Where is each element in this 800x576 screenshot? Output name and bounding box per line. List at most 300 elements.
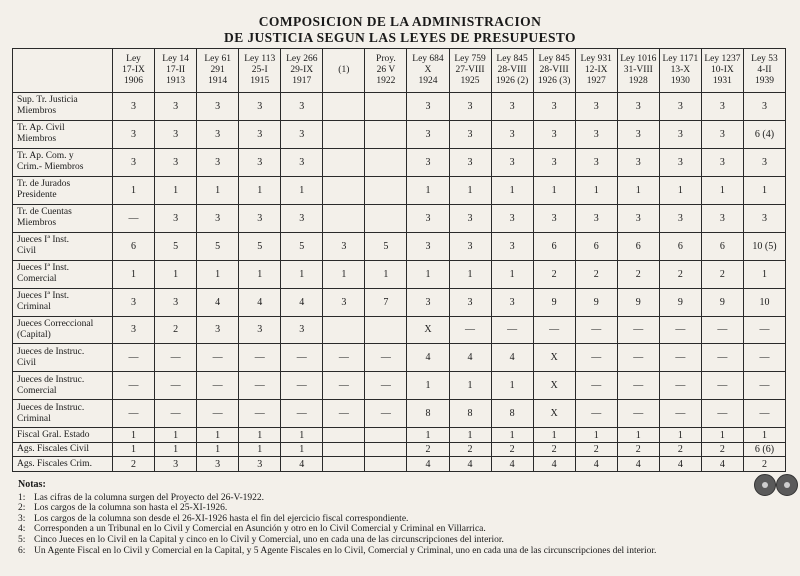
table-cell: 1 (491, 428, 533, 443)
table-cell: 8 (449, 400, 491, 428)
table-cell: 3 (113, 93, 155, 121)
table-cell: — (281, 400, 323, 428)
table-cell: — (365, 344, 407, 372)
row-label-line: (Capital) (17, 329, 51, 340)
table-cell: 1 (491, 260, 533, 288)
table-cell (323, 120, 365, 148)
note-item (18, 514, 788, 525)
column-header-line: 1928 (628, 76, 648, 86)
table-cell: — (281, 344, 323, 372)
column-header-line: 12-IX (584, 65, 608, 75)
row-label-line: Jueces de Instruc. (17, 374, 85, 385)
row-label (13, 260, 113, 288)
table-cell: 3 (743, 93, 785, 121)
row-label (13, 428, 113, 443)
table-cell: 3 (407, 148, 449, 176)
table-cell: 6 (4) (743, 120, 785, 148)
column-header-line: Ley 1016 (620, 54, 657, 64)
table-cell: 4 (449, 344, 491, 372)
table-cell: 3 (659, 148, 701, 176)
table-cell: 3 (155, 457, 197, 472)
title-line-1: COMPOSICION DE LA ADMINISTRACION (258, 14, 542, 29)
table-cell: 3 (281, 316, 323, 344)
table-cell: — (701, 372, 743, 400)
table-cell: 3 (449, 232, 491, 260)
table-cell: — (449, 316, 491, 344)
table-cell: 3 (407, 93, 449, 121)
table-cell: 3 (491, 93, 533, 121)
table-cell: — (575, 316, 617, 344)
column-header-line: Ley 1237 (704, 54, 741, 64)
table-cell (323, 93, 365, 121)
note-text: Los cargos de la columna son hasta el 25-XI-1926. (34, 503, 228, 514)
table-cell: — (113, 372, 155, 400)
table-cell: 10 (743, 288, 785, 316)
row-label-line: Jueces Correccional (17, 318, 94, 329)
table-cell: 1 (323, 260, 365, 288)
table-cell: 3 (491, 120, 533, 148)
table-cell: — (659, 372, 701, 400)
column-header-line: Ley 931 (580, 54, 612, 64)
table-cell: 2 (701, 442, 743, 457)
table-cell: 3 (449, 204, 491, 232)
column-header-line: 17-II (166, 65, 186, 75)
table-cell: 3 (743, 204, 785, 232)
table-cell: — (575, 372, 617, 400)
column-header-line: Ley 845 (496, 54, 528, 64)
table-cell (365, 442, 407, 457)
table-cell: 1 (617, 428, 659, 443)
note-item (18, 535, 788, 546)
table-cell: 1 (407, 260, 449, 288)
row-label-line: Criminal (17, 413, 51, 424)
table-cell: 3 (323, 288, 365, 316)
table-cell: 3 (155, 288, 197, 316)
table-cell: — (533, 316, 575, 344)
table-cell: 3 (743, 148, 785, 176)
budget-table (12, 48, 786, 472)
row-label-line: Fiscal Gral. Estado (17, 429, 90, 440)
table-cell: 4 (239, 288, 281, 316)
table-cell: — (113, 204, 155, 232)
row-label-line: Miembros (17, 218, 57, 229)
table-cell: X (533, 400, 575, 428)
table-cell: 4 (491, 344, 533, 372)
table-cell: 2 (617, 260, 659, 288)
table-cell (323, 176, 365, 204)
table-cell: — (617, 372, 659, 400)
table-cell: — (575, 344, 617, 372)
table-cell: 1 (113, 442, 155, 457)
table-cell: 9 (575, 288, 617, 316)
table-row (13, 400, 786, 428)
note-text: Corresponden a un Tribunal en lo Civil y Comercial en Asunción y otro en lo Civil Comercial y Criminal en Villarrica. (34, 524, 486, 535)
row-label (13, 316, 113, 344)
table-cell: — (743, 316, 785, 344)
table-cell: — (659, 344, 701, 372)
table-cell: 2 (575, 442, 617, 457)
column-header-line: 1924 (418, 76, 438, 86)
column-header-line: 26 V (376, 65, 396, 75)
table-cell: 3 (575, 148, 617, 176)
table-cell: 1 (407, 372, 449, 400)
table-cell: 6 (113, 232, 155, 260)
column-header-line: 291 (210, 65, 225, 75)
column-header (701, 49, 743, 93)
table-cell (365, 457, 407, 472)
table-cell: 3 (407, 120, 449, 148)
table-cell: 4 (281, 457, 323, 472)
column-header-line: Ley 1171 (662, 54, 699, 64)
row-label-line: Tr. Ap. Civil (17, 123, 65, 134)
table-cell: 3 (155, 204, 197, 232)
table-cell: — (617, 344, 659, 372)
column-header-line: (1) (338, 65, 350, 75)
corner-cell (13, 49, 113, 93)
column-header-line: 1915 (250, 76, 270, 86)
table-cell: 1 (281, 428, 323, 443)
table-cell: 3 (323, 232, 365, 260)
table-cell (323, 428, 365, 443)
table-cell: 1 (197, 442, 239, 457)
table-cell: 3 (449, 148, 491, 176)
table-cell: 3 (701, 120, 743, 148)
column-header-line: 1930 (670, 76, 690, 86)
table-row (13, 428, 786, 443)
column-header-line: Ley 53 (751, 54, 778, 64)
table-cell: 3 (239, 457, 281, 472)
table-cell: — (197, 344, 239, 372)
table-cell (323, 148, 365, 176)
table-cell: 4 (281, 288, 323, 316)
title-line-2: DE JUSTICIA SEGUN LAS LEYES DE PRESUPUESTO (224, 30, 576, 45)
column-header (239, 49, 281, 93)
column-header-line: X (424, 65, 432, 75)
column-header (449, 49, 491, 93)
table-cell: 3 (197, 120, 239, 148)
table-cell: 3 (239, 204, 281, 232)
table-cell: 3 (659, 204, 701, 232)
column-header-line: 17-IX (122, 65, 145, 75)
table-cell: 5 (197, 232, 239, 260)
row-label (13, 442, 113, 457)
column-header (743, 49, 785, 93)
table-cell: 3 (659, 93, 701, 121)
table-cell: — (113, 344, 155, 372)
table-cell: 3 (239, 120, 281, 148)
table-row (13, 316, 786, 344)
table-cell: — (491, 316, 533, 344)
row-label (13, 344, 113, 372)
table-cell: 7 (365, 288, 407, 316)
table-cell: 3 (575, 204, 617, 232)
row-label-line: Comercial (17, 274, 57, 285)
table-cell: 3 (113, 148, 155, 176)
table-cell: 1 (407, 428, 449, 443)
table-cell: 2 (575, 260, 617, 288)
column-header-line: 27-VIII (455, 65, 485, 75)
table-cell: — (239, 372, 281, 400)
column-header-line: 28-VIII (497, 65, 527, 75)
row-label (13, 288, 113, 316)
column-header (113, 49, 155, 93)
table-cell: — (743, 372, 785, 400)
table-cell: 1 (239, 176, 281, 204)
table-cell: 2 (743, 457, 785, 472)
table-cell: 3 (281, 204, 323, 232)
table-cell: 1 (659, 176, 701, 204)
table-cell: 3 (197, 93, 239, 121)
table-cell: 1 (281, 176, 323, 204)
row-label (13, 148, 113, 176)
column-header-line: 1931 (712, 76, 732, 86)
table-row (13, 176, 786, 204)
row-label-line: Jueces Iª Inst. (17, 263, 69, 274)
table-cell: — (743, 344, 785, 372)
row-label-line: Ags. Fiscales Crim. (17, 458, 92, 469)
table-cell (365, 93, 407, 121)
table-cell: 3 (407, 204, 449, 232)
column-header-line: 1917 (292, 76, 312, 86)
table-cell: 3 (281, 93, 323, 121)
table-cell: — (323, 344, 365, 372)
table-cell: 1 (113, 428, 155, 443)
table-cell: 1 (239, 260, 281, 288)
table-cell: 1 (155, 442, 197, 457)
table-cell: 6 (575, 232, 617, 260)
row-label (13, 120, 113, 148)
table-cell (365, 428, 407, 443)
table-row (13, 93, 786, 121)
table-cell: 1 (659, 428, 701, 443)
note-text: Cinco Jueces en lo Civil en la Capital y cinco en lo Civil y Comercial, uno en cada una de las circunscripciones del interior. (34, 534, 504, 545)
table-cell: 3 (533, 204, 575, 232)
table-cell: 3 (491, 148, 533, 176)
note-number: 1: (18, 492, 26, 503)
note-text: Los cargos de la columna son desde el 26-XI-1926 hasta el fin del ejercicio fiscal correspondiente. (34, 513, 409, 524)
table-cell: 3 (659, 120, 701, 148)
table-cell: — (323, 372, 365, 400)
table-cell: 6 (6) (743, 442, 785, 457)
table-cell: 5 (365, 232, 407, 260)
column-header-line: 1922 (376, 76, 396, 86)
table-cell: 3 (155, 120, 197, 148)
column-header (323, 49, 365, 93)
table-cell: 1 (449, 260, 491, 288)
table-cell: — (113, 400, 155, 428)
column-header (533, 49, 575, 93)
row-label-line: Miembros (17, 134, 57, 145)
table-cell: 1 (281, 260, 323, 288)
note-item (18, 546, 788, 557)
column-header-line: 25-I (251, 65, 268, 75)
column-header-line: 1906 (124, 76, 144, 86)
column-header-line: 13-X (670, 65, 691, 75)
note-number: 2: (18, 503, 26, 514)
table-cell: 3 (239, 93, 281, 121)
table-cell: 3 (239, 316, 281, 344)
table-cell: 3 (113, 316, 155, 344)
row-label-line: Tr. de Jurados (17, 179, 71, 190)
row-label-line: Civil (17, 246, 37, 257)
table-cell (365, 316, 407, 344)
table-cell: — (743, 400, 785, 428)
row-label-line: Tr. Ap. Com. y (17, 151, 74, 162)
table-cell: — (281, 372, 323, 400)
column-header (407, 49, 449, 93)
table-cell: — (617, 400, 659, 428)
table-cell: 1 (239, 428, 281, 443)
table-cell: 2 (701, 260, 743, 288)
table-cell: 3 (197, 204, 239, 232)
note-item (18, 524, 788, 535)
column-header-line: Ley 266 (286, 54, 318, 64)
table-cell: 3 (617, 204, 659, 232)
table-cell: 4 (659, 457, 701, 472)
table-cell: 8 (407, 400, 449, 428)
table-cell: 5 (239, 232, 281, 260)
row-label-line: Tr. de Cuentas (17, 207, 72, 218)
header-row (13, 49, 786, 93)
notes-list (18, 493, 788, 557)
table-cell: 2 (407, 442, 449, 457)
table-cell: — (155, 372, 197, 400)
table-cell: 9 (659, 288, 701, 316)
table-row (13, 372, 786, 400)
column-header-line: Ley 845 (538, 54, 570, 64)
table-cell: 3 (281, 120, 323, 148)
table-row (13, 260, 786, 288)
table-cell: 3 (491, 204, 533, 232)
table-cell: 1 (449, 372, 491, 400)
note-number: 5: (18, 534, 26, 545)
column-header (197, 49, 239, 93)
table-cell: 3 (533, 148, 575, 176)
table-cell: 2 (659, 260, 701, 288)
table-cell: 1 (155, 260, 197, 288)
table-cell: 4 (491, 457, 533, 472)
table-cell: 3 (617, 148, 659, 176)
row-label-line: Presidente (17, 190, 57, 201)
table-cell: — (701, 316, 743, 344)
row-label (13, 176, 113, 204)
row-label-line: Ags. Fiscales Civil (17, 444, 90, 455)
table-cell: 2 (533, 260, 575, 288)
table-cell: — (197, 400, 239, 428)
table-cell (323, 442, 365, 457)
row-label (13, 93, 113, 121)
row-label (13, 372, 113, 400)
row-label-line: Jueces de Instruc. (17, 346, 85, 357)
decorative-dot-icon (754, 474, 776, 496)
table-cell: 2 (533, 442, 575, 457)
table-row (13, 344, 786, 372)
note-number: 6: (18, 545, 26, 556)
notes-heading: Notas: (18, 479, 46, 490)
table-cell: — (701, 344, 743, 372)
table-cell: 1 (197, 176, 239, 204)
table-cell: 5 (155, 232, 197, 260)
table-cell: 4 (575, 457, 617, 472)
table-row (13, 442, 786, 457)
table-cell: 1 (701, 176, 743, 204)
table-cell: 1 (743, 428, 785, 443)
table-cell: 1 (449, 176, 491, 204)
column-header-line: 29-IX (290, 65, 314, 75)
column-header (575, 49, 617, 93)
table-cell: 3 (449, 93, 491, 121)
table-cell: 4 (197, 288, 239, 316)
notes-section (18, 480, 788, 556)
table-cell: 2 (659, 442, 701, 457)
table-cell: 1 (155, 428, 197, 443)
row-label (13, 400, 113, 428)
table-cell: 3 (197, 316, 239, 344)
table-cell: 4 (407, 344, 449, 372)
table-cell: — (701, 400, 743, 428)
row-label-line: Crim.- Miembros (17, 162, 84, 173)
note-number: 3: (18, 513, 26, 524)
note-text: Las cifras de la columna surgen del Proyecto del 26-V-1922. (34, 492, 265, 503)
table-cell: 6 (617, 232, 659, 260)
row-label (13, 232, 113, 260)
table-cell: — (155, 344, 197, 372)
page-title (0, 14, 800, 46)
table-row (13, 232, 786, 260)
table-cell: — (323, 400, 365, 428)
table-cell: 3 (617, 93, 659, 121)
note-text: Un Agente Fiscal en lo Civil y Comercial en la Capital, y 5 Agente Fiscales en lo Civil, Comercial y Criminal, uno en cada una de las circunscripciones del interior. (34, 545, 657, 556)
table-cell: 1 (701, 428, 743, 443)
table-row (13, 148, 786, 176)
decorative-dot-icon (776, 474, 798, 496)
table-cell: — (617, 316, 659, 344)
note-item (18, 503, 788, 514)
table-cell: 3 (491, 288, 533, 316)
table-cell: X (407, 316, 449, 344)
table-cell: 2 (113, 457, 155, 472)
column-header-line: Proy. (376, 54, 396, 64)
table-cell: 1 (113, 260, 155, 288)
table-cell: 4 (701, 457, 743, 472)
column-header (617, 49, 659, 93)
table-cell: X (533, 372, 575, 400)
table-cell (323, 204, 365, 232)
column-header (659, 49, 701, 93)
column-header (155, 49, 197, 93)
table-row (13, 120, 786, 148)
column-header-line: Ley 14 (162, 54, 189, 64)
table-cell: 3 (449, 120, 491, 148)
table-cell: 3 (533, 120, 575, 148)
table-cell: — (365, 372, 407, 400)
table-cell: 1 (575, 428, 617, 443)
column-header-line: Ley 759 (454, 54, 486, 64)
column-header-line: Ley (126, 54, 141, 64)
row-label-line: Jueces Iª Inst. (17, 235, 69, 246)
table-cell: 3 (701, 204, 743, 232)
table-cell: — (197, 372, 239, 400)
table-cell: 5 (281, 232, 323, 260)
table-cell: 3 (113, 288, 155, 316)
table-cell: — (155, 400, 197, 428)
table-cell: 1 (197, 260, 239, 288)
table-cell (323, 316, 365, 344)
column-header (281, 49, 323, 93)
table-row (13, 288, 786, 316)
table-cell: 2 (155, 316, 197, 344)
table-cell: 2 (617, 442, 659, 457)
